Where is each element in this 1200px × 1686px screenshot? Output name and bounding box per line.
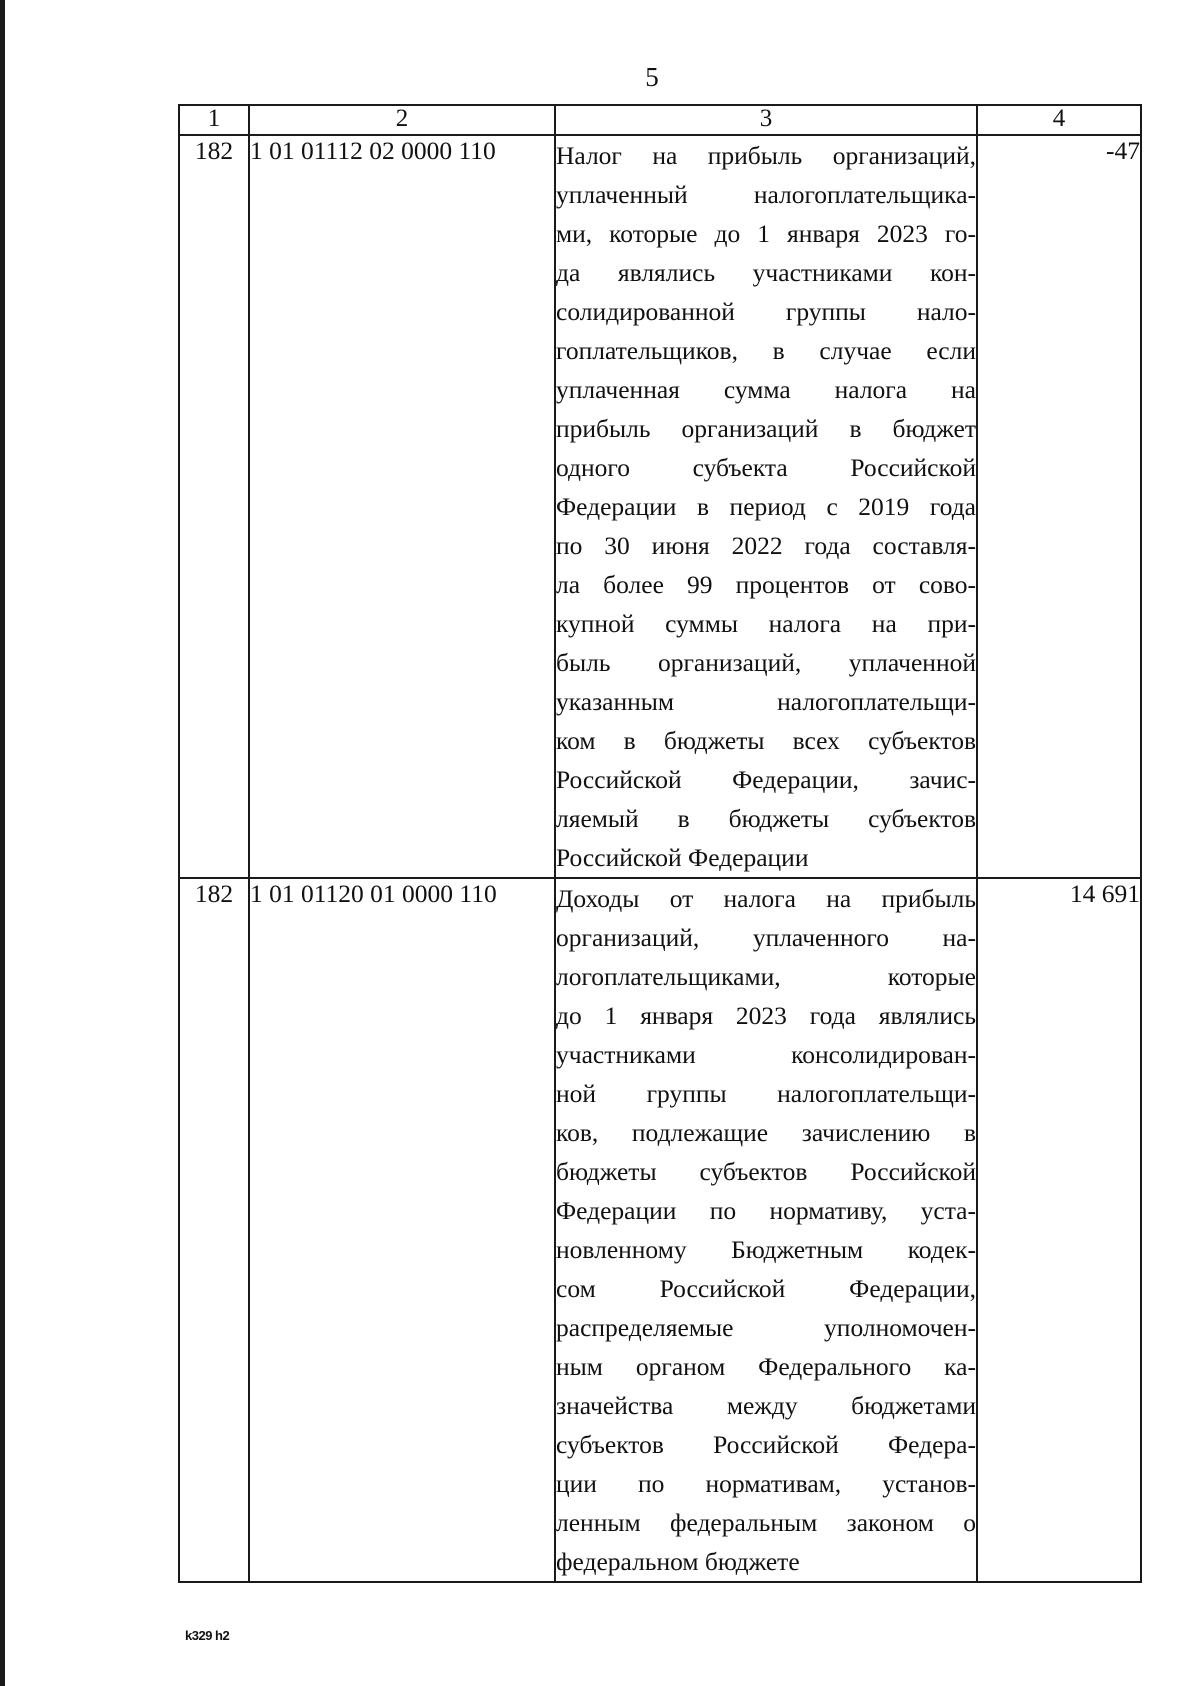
income-name-line: уплаченная сумма налога на	[556, 375, 976, 404]
income-name-line: Доходы от налога на прибыль	[556, 884, 976, 913]
income-name-line: прибыль организаций в бюджет	[556, 414, 976, 443]
header-col-1: 1	[179, 105, 249, 135]
income-name-line: ла более 99 процентов от сово-	[556, 570, 976, 599]
kbk-code-cell: 1 01 01120 01 0000 110	[249, 878, 555, 1582]
income-name-line: участниками консолидирован-	[556, 1040, 976, 1069]
income-name-cell	[555, 878, 977, 1582]
header-col-4: 4	[977, 105, 1141, 135]
amount-cell: -47	[977, 135, 1141, 878]
income-name-line: Российской Федерации, зачис-	[556, 765, 976, 794]
income-name-line: ной группы налогоплательщи-	[556, 1079, 976, 1108]
income-name-line: гоплательщиков, в случае если	[556, 336, 976, 365]
income-name-line: указанным налогоплательщи-	[556, 687, 976, 716]
kbk-code-cell: 1 01 01112 02 0000 110	[249, 135, 555, 878]
income-name-line: новленному Бюджетным кодек-	[556, 1235, 976, 1264]
income-name-line: ков, подлежащие зачислению в	[556, 1118, 976, 1147]
income-name-line: Федерации в период с 2019 года	[556, 492, 976, 521]
income-name-line: уплаченный налогоплательщика-	[556, 180, 976, 209]
income-name-line: да являлись участниками кон-	[556, 258, 976, 287]
header-col-3: 3	[555, 105, 977, 135]
income-name-line: ленным федеральным законом о	[556, 1508, 976, 1537]
table-row	[179, 878, 1141, 1582]
income-name-line: ляемый в бюджеты субъектов	[556, 804, 976, 833]
income-name-line: купной суммы налога на при-	[556, 609, 976, 638]
income-name-line: Налог на прибыль организаций,	[556, 141, 976, 170]
income-name-line: распределяемые уполномочен-	[556, 1313, 976, 1342]
income-name-line: ми, которые до 1 января 2023 го-	[556, 219, 976, 248]
budget-table	[178, 104, 1142, 1583]
admin-code-cell: 182	[179, 135, 249, 878]
page-number: 5	[645, 62, 659, 92]
amount-cell: 14 691	[977, 878, 1141, 1582]
income-name-line: ным органом Федерального ка-	[556, 1352, 976, 1381]
income-name-line: ции по нормативам, установ-	[556, 1469, 976, 1498]
income-name-line: одного субъекта Российской	[556, 453, 976, 482]
income-name-line: ком в бюджеты всех субъектов	[556, 726, 976, 755]
income-name-line: до 1 января 2023 года являлись	[556, 1001, 976, 1030]
header-col-2: 2	[249, 105, 555, 135]
income-name-cell	[555, 135, 977, 878]
income-name-line: быль организаций, уплаченной	[556, 648, 976, 677]
header-row	[179, 105, 1141, 135]
document-code: k329 h2	[185, 1628, 230, 1643]
income-name-line: субъектов Российской Федера-	[556, 1430, 976, 1459]
income-name-line: логоплательщиками, которые	[556, 962, 976, 991]
income-name-line: солидированной группы нало-	[556, 297, 976, 326]
income-name-line: сом Российской Федерации,	[556, 1274, 976, 1303]
income-name-line: организаций, уплаченного на-	[556, 923, 976, 952]
income-name-line: Федерации по нормативу, уста-	[556, 1196, 976, 1225]
income-name-line: значейства между бюджетами	[556, 1391, 976, 1420]
table-row	[179, 135, 1141, 878]
income-name-line: федеральном бюджете	[556, 1547, 800, 1576]
admin-code-cell: 182	[179, 878, 249, 1582]
income-name-line: по 30 июня 2022 года составля-	[556, 531, 976, 560]
scan-edge	[0, 0, 5, 1686]
income-name-line: Российской Федерации	[556, 843, 809, 872]
income-name-line: бюджеты субъектов Российской	[556, 1157, 976, 1186]
